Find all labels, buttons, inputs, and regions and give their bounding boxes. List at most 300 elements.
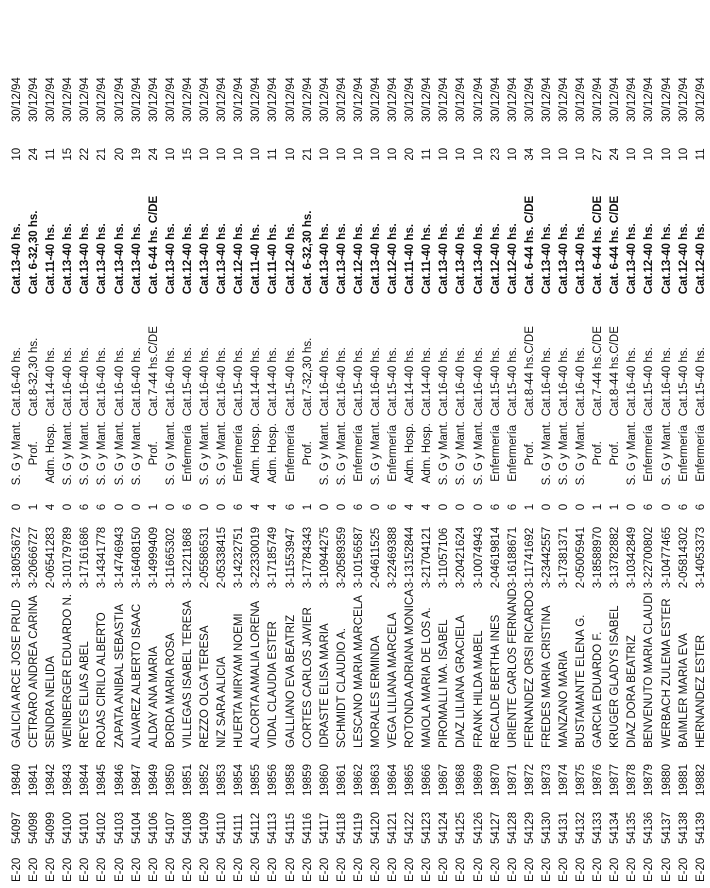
area-cell: S. G y Mant. — [164, 421, 177, 486]
employee-name-cell: FERNANDEZ ORSI RICARDO — [523, 590, 536, 748]
file-number-cell: 19849 — [147, 764, 160, 796]
record-id-cell: 54138 — [677, 812, 690, 844]
code-cell: 1 — [147, 503, 160, 511]
document-number-cell: 3-13152844 — [404, 526, 417, 589]
document-number-cell: 3-13782882 — [609, 526, 622, 589]
region-cell: E-20 — [164, 857, 177, 882]
file-number-cell: 19842 — [45, 764, 58, 796]
file-number-cell: 19872 — [523, 764, 536, 796]
new-category-cell: Cat.13-40 hs. — [62, 223, 75, 295]
new-category-cell: Cat.13-40 hs. — [96, 223, 109, 295]
hours-cell: 20 — [404, 147, 417, 161]
record-id-cell: 54121 — [387, 812, 400, 844]
area-cell: S. G y Mant. — [96, 421, 109, 486]
date-cell: 30/12/94 — [11, 77, 23, 123]
date-cell: 30/12/94 — [250, 77, 263, 123]
table-row — [334, 77, 351, 882]
area-cell: S. G y Mant. — [318, 421, 331, 486]
area-cell: Enfermería — [489, 424, 502, 482]
new-category-cell: Cat.12-40 hs. — [643, 223, 656, 295]
employee-name-cell: FREDES MARIA CRISTINA — [540, 605, 553, 748]
document-number-cell: 3-10074943 — [472, 526, 485, 589]
table-row — [505, 77, 522, 882]
record-id-cell: 54107 — [164, 812, 177, 844]
file-number-cell: 19855 — [250, 764, 263, 796]
date-cell: 30/12/94 — [540, 77, 553, 123]
date-cell: 30/12/94 — [352, 77, 365, 123]
area-cell: Adm. Hosp. — [45, 423, 58, 484]
date-cell: 30/12/94 — [113, 77, 126, 123]
date-cell: 30/12/94 — [489, 77, 502, 123]
table-row — [641, 77, 658, 882]
document-number-cell: 2-06541283 — [45, 526, 58, 589]
table-row — [60, 77, 77, 882]
area-cell: Enfermería — [643, 424, 656, 482]
area-cell: S. G y Mant. — [660, 421, 673, 486]
document-number-cell: 3-17784343 — [301, 526, 314, 589]
date-cell: 30/12/94 — [233, 77, 246, 123]
date-cell: 30/12/94 — [181, 77, 194, 123]
previous-category-cell: Cat.14-40 hs. — [250, 347, 263, 417]
code-cell: 6 — [506, 503, 519, 511]
code-cell: 4 — [250, 503, 263, 511]
hours-cell: 10 — [11, 147, 23, 161]
file-number-cell: 19843 — [62, 764, 75, 796]
previous-category-cell: Cat.16-40 hs. — [113, 347, 126, 417]
new-category-cell: Cat.13-40 hs. — [164, 223, 177, 295]
new-category-cell: Cat.12-40 hs. — [694, 223, 707, 295]
code-cell: 0 — [62, 503, 75, 511]
record-id-cell: 54119 — [352, 812, 365, 844]
record-id-cell: 54137 — [660, 812, 673, 844]
area-cell: Prof. — [147, 441, 160, 466]
new-category-cell: Cat. 6-44 hs. C/DE — [609, 195, 622, 295]
date-cell: 30/12/94 — [45, 77, 58, 123]
document-number-cell: 3-16188671 — [506, 526, 519, 589]
file-number-cell: 19853 — [216, 764, 229, 796]
date-cell: 30/12/94 — [318, 77, 331, 123]
new-category-cell: Cat.13-40 hs. — [11, 223, 23, 295]
document-number-cell: 3-14232751 — [233, 526, 246, 589]
region-cell: E-20 — [387, 857, 400, 882]
employee-name-cell: ALVAREZ ALBERTO ISAAC — [130, 603, 143, 748]
area-cell: S. G y Mant. — [335, 421, 348, 486]
new-category-cell: Cat.12-40 hs. — [284, 223, 297, 295]
hours-cell: 24 — [147, 147, 160, 161]
date-cell: 30/12/94 — [369, 77, 382, 123]
region-cell: E-20 — [540, 857, 553, 882]
region-cell: E-20 — [558, 857, 570, 882]
new-category-cell: Cat.13-40 hs. — [558, 223, 570, 295]
new-category-cell: Cat.11-40 hs. — [45, 223, 58, 295]
new-category-cell: Cat.13-40 hs. — [472, 223, 485, 295]
code-cell: 1 — [28, 503, 41, 511]
personnel-table — [9, 77, 710, 882]
document-number-cell: 3-11553947 — [284, 527, 297, 589]
previous-category-cell: Cat.16-40 hs. — [575, 347, 588, 417]
new-category-cell: Cat.12-40 hs. — [181, 223, 194, 295]
record-id-cell: 54104 — [130, 812, 143, 844]
record-id-cell: 54128 — [506, 812, 519, 844]
employee-name-cell: WEINBERGER EDUARDO N. — [62, 594, 75, 748]
code-cell: 0 — [455, 503, 468, 511]
previous-category-cell: Cat.14-40 hs. — [45, 347, 58, 417]
previous-category-cell: Cat.7-32,30 hs. — [301, 337, 314, 417]
document-number-cell: 2-04611525 — [369, 527, 382, 589]
date-cell: 30/12/94 — [199, 77, 212, 123]
region-cell: E-20 — [609, 857, 622, 882]
new-category-cell: Cat.13-40 hs. — [335, 223, 348, 295]
new-category-cell: Cat.11-40 hs. — [421, 223, 434, 295]
code-cell: 1 — [609, 503, 622, 511]
file-number-cell: 19870 — [489, 764, 502, 796]
hours-cell: 10 — [660, 147, 673, 161]
hours-cell: 27 — [592, 147, 605, 161]
document-number-cell: 3-17161686 — [79, 526, 92, 589]
region-cell: E-20 — [694, 857, 707, 882]
employee-name-cell: MAIOLA MARIA DE LOS A. — [421, 607, 434, 748]
employee-name-cell: VEGA LILIANA MARCELA — [387, 612, 400, 748]
document-number-cell: 3-20589359 — [335, 526, 348, 589]
file-number-cell: 19881 — [677, 764, 690, 796]
table-row — [402, 77, 419, 882]
new-category-cell: Cat.13-40 hs. — [540, 223, 553, 295]
code-cell: 6 — [489, 503, 502, 511]
new-category-cell: Cat. 6-32,30 hs. — [28, 210, 41, 295]
record-id-cell: 54124 — [438, 812, 451, 844]
region-cell: E-20 — [592, 857, 605, 882]
table-row — [231, 77, 248, 882]
date-cell: 30/12/94 — [694, 77, 707, 123]
region-cell: E-20 — [181, 857, 194, 882]
record-id-cell: 54125 — [455, 812, 468, 844]
file-number-cell: 19856 — [267, 764, 280, 796]
new-category-cell: Cat.11-40 hs. — [404, 223, 417, 295]
hours-cell: 21 — [301, 147, 314, 161]
region-cell: E-20 — [575, 857, 588, 882]
area-cell: S. G y Mant. — [558, 421, 570, 486]
region-cell: E-20 — [45, 857, 58, 882]
date-cell: 30/12/94 — [62, 77, 75, 123]
table-row — [351, 77, 368, 882]
area-cell: S. G y Mant. — [369, 421, 382, 486]
region-cell: E-20 — [267, 857, 280, 882]
code-cell: 0 — [318, 503, 331, 511]
date-cell: 30/12/94 — [216, 77, 229, 123]
region-cell: E-20 — [284, 857, 297, 882]
table-row — [573, 77, 590, 882]
record-id-cell: 54113 — [267, 812, 280, 844]
document-number-cell: 3-11057106 — [438, 527, 451, 589]
previous-category-cell: Cat.14-40 hs. — [421, 347, 434, 417]
hours-cell: 23 — [489, 147, 502, 161]
region-cell: E-20 — [130, 857, 143, 882]
table-row — [163, 77, 180, 882]
employee-name-cell: URIENTE CARLOS FERNAND — [506, 588, 519, 748]
document-number-cell: 2-05586531 — [199, 526, 212, 589]
date-cell: 30/12/94 — [575, 77, 588, 123]
date-cell: 30/12/94 — [592, 77, 605, 123]
area-cell: S. G y Mant. — [113, 421, 126, 486]
employee-name-cell: BUSTAMANTE ELENA G. — [575, 614, 588, 748]
document-number-cell: 3-22700802 — [643, 526, 656, 589]
area-cell: S. G y Mant. — [438, 421, 451, 486]
area-cell: Adm. Hosp. — [250, 423, 263, 484]
hours-cell: 24 — [28, 147, 41, 161]
document-number-cell: 3-12211868 — [181, 527, 194, 589]
previous-category-cell: Cat.15-40 hs. — [643, 347, 656, 417]
date-cell: 30/12/94 — [147, 77, 160, 123]
file-number-cell: 19850 — [164, 764, 177, 796]
record-id-cell: 54097 — [11, 812, 23, 844]
employee-name-cell: PIROMALLI MA. ISABEL — [438, 619, 451, 748]
area-cell: Prof. — [592, 441, 605, 466]
record-id-cell: 54129 — [523, 812, 536, 844]
employee-name-cell: ALCORTA AMALIA LORENA — [250, 600, 263, 748]
file-number-cell: 19844 — [79, 764, 92, 796]
region-cell: E-20 — [301, 857, 314, 882]
region-cell: E-20 — [506, 857, 519, 882]
date-cell: 30/12/94 — [660, 77, 673, 123]
previous-category-cell: Cat.8-44 hs.C/DE — [609, 326, 622, 417]
table-row — [693, 77, 710, 882]
employee-name-cell: BENVENUTO MARIA CLAUDI — [643, 592, 656, 748]
area-cell: Enfermería — [387, 424, 400, 482]
previous-category-cell: Cat.16-40 hs. — [62, 347, 75, 417]
area-cell: S. G y Mant. — [62, 421, 75, 486]
hours-cell: 11 — [45, 148, 58, 161]
employee-name-cell: CORTES CARLOS JAVIER — [301, 607, 314, 748]
region-cell: E-20 — [369, 857, 382, 882]
region-cell: E-20 — [626, 857, 639, 882]
document-number-cell: 3-14999409 — [147, 526, 160, 589]
date-cell: 30/12/94 — [284, 77, 297, 123]
code-cell: 0 — [11, 503, 23, 511]
table-row — [488, 77, 505, 882]
employee-name-cell: VILLEGAS ISABEL TERESA — [181, 600, 194, 748]
employee-name-cell: GALLIANO EVA BEATRIZ — [284, 614, 297, 748]
record-id-cell: 54101 — [79, 812, 92, 844]
region-cell: E-20 — [660, 857, 673, 882]
code-cell: 4 — [404, 503, 417, 511]
employee-name-cell: LESCANO MARIA MARCELA — [352, 595, 365, 748]
hours-cell: 10 — [677, 147, 690, 161]
area-cell: Prof. — [609, 441, 622, 466]
date-cell: 30/12/94 — [96, 77, 109, 123]
record-id-cell: 54103 — [113, 812, 126, 844]
document-number-cell: 3-22469388 — [387, 526, 400, 589]
file-number-cell: 19840 — [11, 764, 23, 796]
code-cell: 6 — [694, 503, 707, 511]
table-row — [368, 77, 385, 882]
previous-category-cell: Cat.16-40 hs. — [558, 347, 570, 417]
record-id-cell: 54135 — [626, 812, 639, 844]
code-cell: 0 — [540, 503, 553, 511]
code-cell: 6 — [387, 503, 400, 511]
document-number-cell: 3-11665302 — [164, 527, 177, 589]
table-row — [436, 77, 453, 882]
record-id-cell: 54139 — [694, 812, 707, 844]
file-number-cell: 19878 — [626, 764, 639, 796]
file-number-cell: 19875 — [575, 764, 588, 796]
previous-category-cell: Cat.16-40 hs. — [472, 347, 485, 417]
hours-cell: 20 — [113, 147, 126, 161]
record-id-cell: 54134 — [609, 812, 622, 844]
document-number-cell: 3-20421624 — [455, 526, 468, 589]
table-row — [180, 77, 197, 882]
new-category-cell: Cat.12-40 hs. — [489, 223, 502, 295]
document-number-cell: 2-05005941 — [575, 526, 588, 589]
date-cell: 30/12/94 — [164, 77, 177, 123]
record-id-cell: 54136 — [643, 812, 656, 844]
date-cell: 30/12/94 — [472, 77, 485, 123]
table-row — [197, 77, 214, 882]
hours-cell: 10 — [438, 147, 451, 161]
region-cell: E-20 — [250, 857, 263, 882]
file-number-cell: 19854 — [233, 764, 246, 796]
table-row — [471, 77, 488, 882]
code-cell: 1 — [592, 503, 605, 511]
previous-category-cell: Cat.16-40 hs. — [130, 347, 143, 417]
document-number-cell: 2-05814302 — [677, 526, 690, 589]
previous-category-cell: Cat.16-40 hs. — [369, 347, 382, 417]
previous-category-cell: Cat.16-40 hs. — [540, 347, 553, 417]
previous-category-cell: Cat.15-40 hs. — [352, 347, 365, 417]
hours-cell: 34 — [523, 147, 536, 161]
document-number-cell: 3-10179789 — [62, 526, 75, 589]
file-number-cell: 19845 — [96, 764, 109, 796]
new-category-cell: Cat.13-40 hs. — [455, 223, 468, 295]
record-id-cell: 54106 — [147, 812, 160, 844]
employee-name-cell: REYES ELIAS ABEL — [79, 641, 92, 748]
table-row — [94, 77, 111, 882]
table-row — [522, 77, 539, 882]
file-number-cell: 19863 — [369, 764, 382, 796]
code-cell: 0 — [164, 503, 177, 511]
region-cell: E-20 — [62, 857, 75, 882]
region-cell: E-20 — [472, 857, 485, 882]
file-number-cell: 19866 — [421, 764, 434, 796]
date-cell: 30/12/94 — [558, 77, 570, 123]
date-cell: 30/12/94 — [335, 77, 348, 123]
previous-category-cell: Cat.15-40 hs. — [694, 347, 707, 417]
new-category-cell: Cat.13-40 hs. — [318, 223, 331, 295]
area-cell: S. G y Mant. — [626, 421, 639, 486]
table-row — [624, 77, 641, 882]
file-number-cell: 19841 — [28, 764, 41, 796]
region-cell: E-20 — [404, 857, 417, 882]
date-cell: 30/12/94 — [609, 77, 622, 123]
code-cell: 6 — [96, 503, 109, 511]
previous-category-cell: Cat.16-40 hs. — [455, 347, 468, 417]
document-number-cell: 3-11741692 — [523, 527, 536, 589]
file-number-cell: 19873 — [540, 764, 553, 796]
hours-cell: 10 — [318, 147, 331, 161]
hours-cell: 10 — [284, 147, 297, 161]
area-cell: Enfermería — [284, 424, 297, 482]
hours-cell: 10 — [387, 147, 400, 161]
employee-name-cell: GALICIA ARCE JOSE PRUD — [11, 599, 23, 748]
code-cell: 0 — [335, 503, 348, 511]
previous-category-cell: Cat.16-40 hs. — [660, 347, 673, 417]
date-cell: 30/12/94 — [506, 77, 519, 123]
region-cell: E-20 — [11, 857, 23, 882]
area-cell: Adm. Hosp. — [404, 423, 417, 484]
area-cell: S. G y Mant. — [79, 421, 92, 486]
record-id-cell: 54102 — [96, 812, 109, 844]
personnel-table-body — [9, 77, 710, 882]
record-id-cell: 54109 — [199, 812, 212, 844]
table-row — [248, 77, 265, 882]
previous-category-cell: Cat.8-44 hs.C/DE — [523, 326, 536, 417]
document-number-cell: 3-18053672 — [11, 526, 23, 589]
date-cell: 30/12/94 — [455, 77, 468, 123]
previous-category-cell: Cat.14-40 hs. — [267, 347, 280, 417]
hours-cell: 10 — [643, 147, 656, 161]
code-cell: 6 — [284, 503, 297, 511]
employee-name-cell: ZAPATA ANIBAL SEBASTIA — [113, 603, 126, 748]
previous-category-cell: Cat.15-40 hs. — [181, 347, 194, 417]
code-cell: 0 — [216, 503, 229, 511]
employee-name-cell: ROTONDA ADRIANA MONICA — [404, 589, 417, 748]
hours-cell: 10 — [369, 147, 382, 161]
record-id-cell: 54120 — [369, 812, 382, 844]
area-cell: S. G y Mant. — [455, 421, 468, 486]
code-cell: 6 — [181, 503, 194, 511]
new-category-cell: Cat. 6-44 hs. C/DE — [523, 195, 536, 295]
region-cell: E-20 — [523, 857, 536, 882]
file-number-cell: 19864 — [387, 764, 400, 796]
record-id-cell: 54098 — [28, 812, 41, 844]
employee-name-cell: FRANK HILDA MABEL — [472, 630, 485, 748]
table-row — [283, 77, 300, 882]
record-id-cell: 54127 — [489, 812, 502, 844]
employee-name-cell: DIAZ DORA BEATRIZ — [626, 635, 639, 748]
new-category-cell: Cat.13-40 hs. — [79, 223, 92, 295]
new-category-cell: Cat.12-40 hs. — [677, 223, 690, 295]
previous-category-cell: Cat.16-40 hs. — [626, 347, 639, 417]
file-number-cell: 19871 — [506, 764, 519, 796]
previous-category-cell: Cat.16-40 hs. — [11, 347, 23, 417]
code-cell: 0 — [558, 503, 570, 511]
table-row — [419, 77, 436, 882]
new-category-cell: Cat.12-40 hs. — [387, 223, 400, 295]
area-cell: S. G y Mant. — [130, 421, 143, 486]
record-id-cell: 54130 — [540, 812, 553, 844]
previous-category-cell: Cat.15-40 hs. — [677, 347, 690, 417]
record-id-cell: 54116 — [301, 812, 314, 844]
file-number-cell: 19847 — [130, 764, 143, 796]
document-number-cell: 3-18588970 — [592, 526, 605, 589]
area-cell: S. G y Mant. — [11, 421, 23, 486]
table-row — [146, 77, 163, 882]
region-cell: E-20 — [216, 857, 229, 882]
previous-category-cell: Cat.14-40 hs. — [404, 347, 417, 417]
record-id-cell: 54110 — [216, 812, 229, 844]
hours-cell: 10 — [199, 147, 212, 161]
table-row — [300, 77, 317, 882]
date-cell: 30/12/94 — [643, 77, 656, 123]
previous-category-cell: Cat.8-32,30 hs. — [28, 337, 41, 417]
date-cell: 30/12/94 — [421, 77, 434, 123]
employee-name-cell: HUERTA MIRYAM NOEMI — [233, 613, 246, 748]
employee-name-cell: SCHMIDT CLAUDIO A. — [335, 628, 348, 748]
file-number-cell: 19846 — [113, 764, 126, 796]
employee-name-cell: BORDA MARIA ROSA — [164, 632, 177, 748]
new-category-cell: Cat.13-40 hs. — [626, 223, 639, 295]
file-number-cell: 19858 — [284, 764, 297, 796]
table-row — [77, 77, 94, 882]
